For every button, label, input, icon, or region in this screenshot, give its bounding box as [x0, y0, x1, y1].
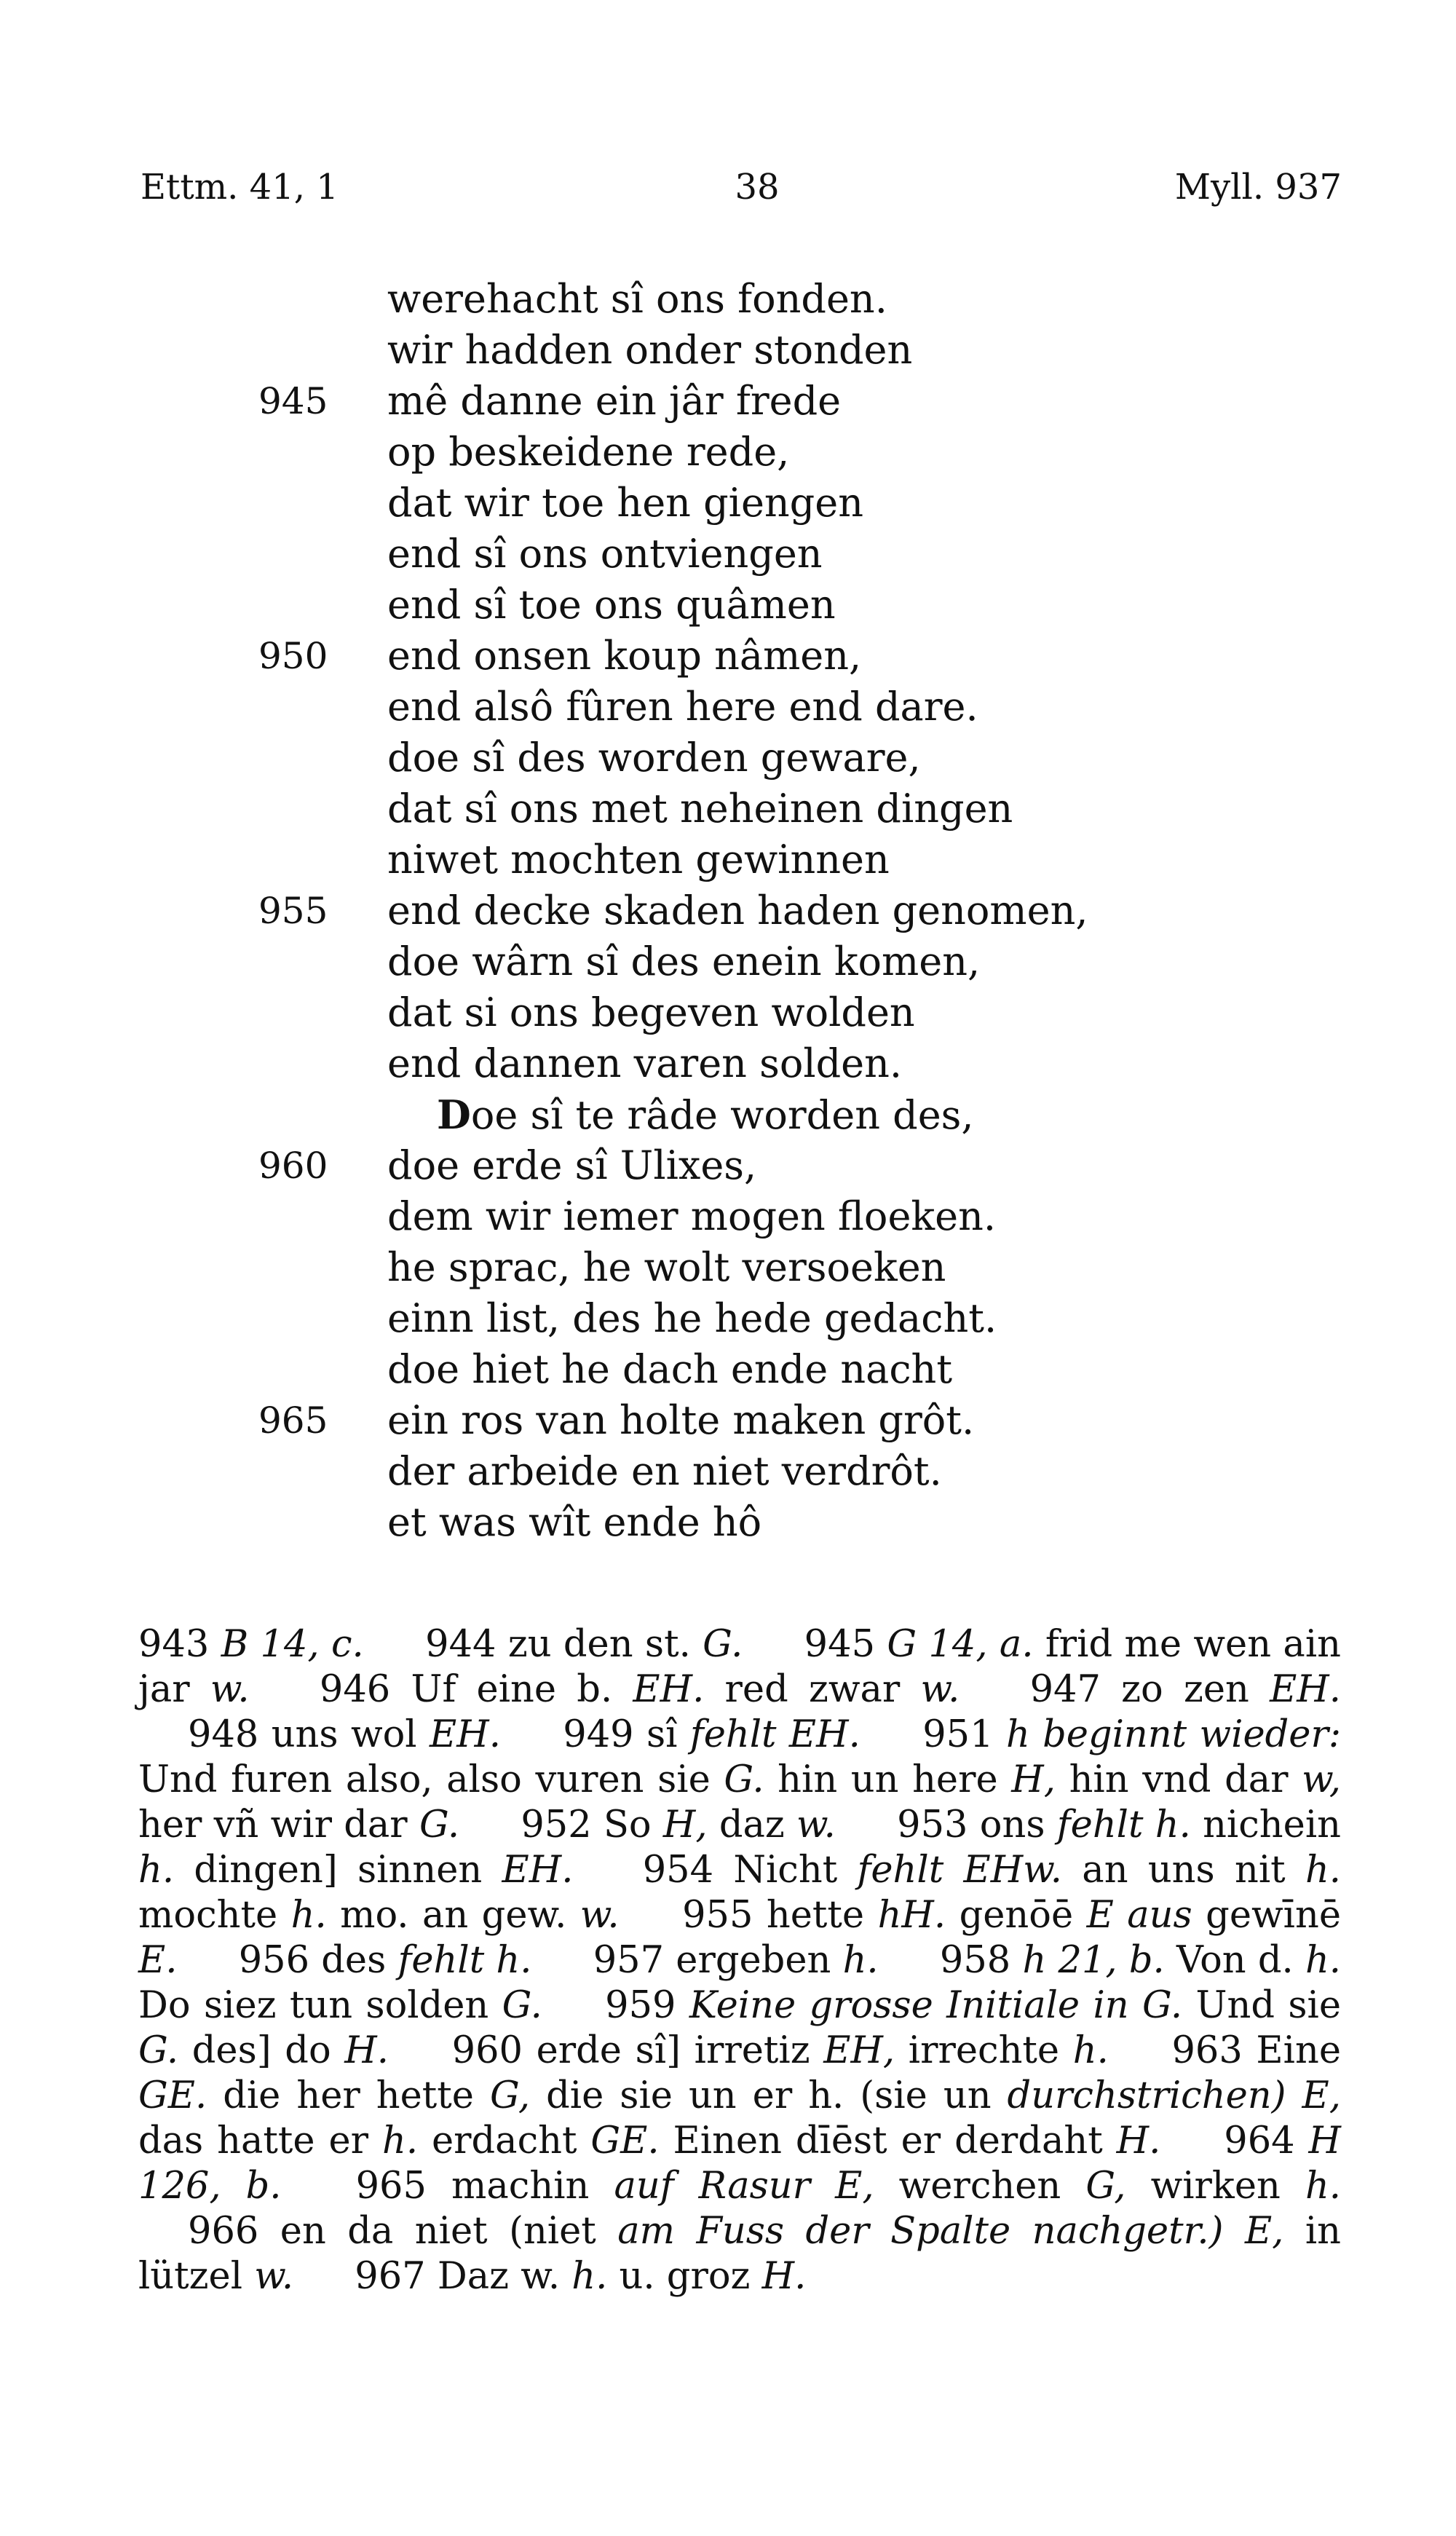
- apparatus-note: 947 zo zen EH.: [1029, 1668, 1341, 1711]
- verse-line-text: wir hadden onder stonden: [387, 327, 913, 373]
- verse-line: [0, 682, 1456, 732]
- verse-line-text: end decke skaden haden genomen,: [387, 888, 1088, 933]
- verse-line-number: 965: [258, 1399, 328, 1442]
- verse-line: [0, 580, 1456, 631]
- verse-line: [0, 376, 1456, 427]
- apparatus-note: 967 Daz w. h. u. groz H.: [355, 2255, 807, 2298]
- apparatus-note: 946 Uf eine b. EH. red zwar w.: [319, 1668, 960, 1711]
- verse-line: [0, 1446, 1456, 1497]
- verse-line: [0, 1242, 1456, 1293]
- verse-line-text: dat wir toe hen giengen: [387, 480, 863, 526]
- verse-line: [0, 783, 1456, 834]
- verse-line-number: 960: [258, 1145, 328, 1187]
- verse-line-number: 945: [258, 380, 328, 422]
- verse-line-text: end sî toe ons quâmen: [387, 582, 836, 628]
- verse-line: [0, 1497, 1456, 1548]
- running-header: [0, 162, 1456, 213]
- verse-line-text: der arbeide en niet verdrôt.: [387, 1448, 942, 1494]
- verse-line: [0, 1089, 1456, 1140]
- verse-line: [0, 529, 1456, 580]
- page-number: 38: [735, 167, 780, 208]
- verse-line-text: einn list, des he hede gedacht.: [387, 1295, 997, 1341]
- verse-line-text: doe wârn sî des enein komen,: [387, 939, 981, 984]
- verse-line: [0, 1293, 1456, 1344]
- verse-line-text: ein ros van holte maken grôt.: [387, 1397, 975, 1443]
- verse-line: [0, 834, 1456, 885]
- apparatus-note: 951 h beginnt wieder: Und furen also, also vuren sie G. hin un here H, hin vnd dar w, her vñ wir dar G.: [138, 1713, 1342, 1846]
- verse-line: [0, 987, 1456, 1038]
- verse-line-text: dat si ons begeven wolden: [387, 989, 915, 1035]
- verse-line-text: dem wir iemer mogen floeken.: [387, 1193, 997, 1239]
- verse-line-text: doe hiet he dach ende nacht: [387, 1346, 953, 1392]
- verse-line: [0, 631, 1456, 682]
- verse-line: [0, 274, 1456, 325]
- verse-line-text: doe sî des worden geware,: [387, 735, 921, 781]
- apparatus-note: 960 erde sî] irretiz EH, irrechte h.: [451, 2029, 1109, 2072]
- verse-text: [0, 274, 1456, 1548]
- verse-line-text: Doe sî te râde worden des,: [437, 1091, 974, 1138]
- apparatus-note: 952 So H, daz w.: [521, 1804, 836, 1846]
- verse-line: [0, 478, 1456, 529]
- verse-line: [0, 732, 1456, 783]
- verse-line: [0, 936, 1456, 987]
- verse-line-text: end sî ons ontviengen: [387, 531, 823, 577]
- verse-line: [0, 1191, 1456, 1242]
- verse-line-text: mê danne ein jâr frede: [387, 378, 842, 424]
- apparatus-note: 956 des fehlt h.: [238, 1939, 532, 1982]
- apparatus-note: 966 en da niet (niet am Fuss der Spalte nachgetr.) E, in lützel w.: [138, 2210, 1342, 2298]
- verse-line-text: op beskeidene rede,: [387, 429, 790, 475]
- critical-apparatus: [138, 1622, 1341, 2299]
- apparatus-note: 959 Keine grosse Initiale in G. Und sie G. des] do H.: [138, 1984, 1342, 2072]
- apparatus-note: 957 ergeben h.: [593, 1939, 879, 1982]
- section-initial: D: [437, 1091, 471, 1138]
- verse-line-text: end dannen varen solden.: [387, 1040, 903, 1086]
- apparatus-note: 948 uns wol EH.: [188, 1713, 501, 1756]
- apparatus-note: 944 zu den st. G.: [425, 1623, 743, 1666]
- verse-line-text: dat sî ons met neheinen dingen: [387, 786, 1013, 831]
- apparatus-note: 954 Nicht fehlt EHw. an uns nit h. mochte h. mo. an gew. w.: [138, 1849, 1341, 1937]
- verse-line: [0, 1038, 1456, 1089]
- verse-line-text: et was wît ende hô: [387, 1499, 762, 1545]
- verse-line-text: end onsen koup nâmen,: [387, 633, 862, 679]
- verse-line: [0, 1395, 1456, 1446]
- header-right-reference: Myll. 937: [1174, 167, 1342, 208]
- apparatus-note: 949 sî fehlt EH.: [563, 1713, 860, 1756]
- verse-line-number: 950: [258, 635, 328, 677]
- apparatus-note: 958 h 21, b. Von d. h. Do siez tun solden G.: [138, 1939, 1342, 2027]
- apparatus-note: 953 ons fehlt h. nichein h. dingen] sinnen EH.: [138, 1804, 1341, 1892]
- verse-line-text: end alsô fûren here end dare.: [387, 684, 978, 730]
- apparatus-note: 945 G 14, a. frid me wen ain jar w.: [138, 1623, 1341, 1711]
- verse-line: [0, 885, 1456, 936]
- verse-line-text: he sprac, he wolt versoeken: [387, 1244, 946, 1290]
- apparatus-note: 965 machin auf Rasur E, werchen G, wirken h.: [355, 2165, 1341, 2208]
- verse-line-text: doe erde sî Ulixes,: [387, 1142, 757, 1188]
- verse-line: [0, 325, 1456, 376]
- apparatus-note: 943 B 14, c.: [138, 1623, 364, 1666]
- apparatus-note: 955 hette hH. genōē E aus gewīnē E.: [138, 1894, 1341, 1982]
- verse-line: [0, 1140, 1456, 1191]
- header-left-reference: Ettm. 41, 1: [141, 167, 339, 208]
- verse-line-text: niwet mochten gewinnen: [387, 837, 890, 882]
- apparatus-note: 964 H 126, b.: [138, 2120, 1342, 2208]
- verse-line-text: werehacht sî ons fonden.: [387, 276, 887, 322]
- verse-line: [0, 427, 1456, 478]
- apparatus-note: 963 Eine GE. die her hette G, die sie un er h. (sie un durchstrichen) E, das hatte er h. erdacht GE. Einen dīēst er derdaht H.: [138, 2029, 1341, 2162]
- verse-line: [0, 1344, 1456, 1395]
- verse-line-number: 955: [258, 890, 328, 932]
